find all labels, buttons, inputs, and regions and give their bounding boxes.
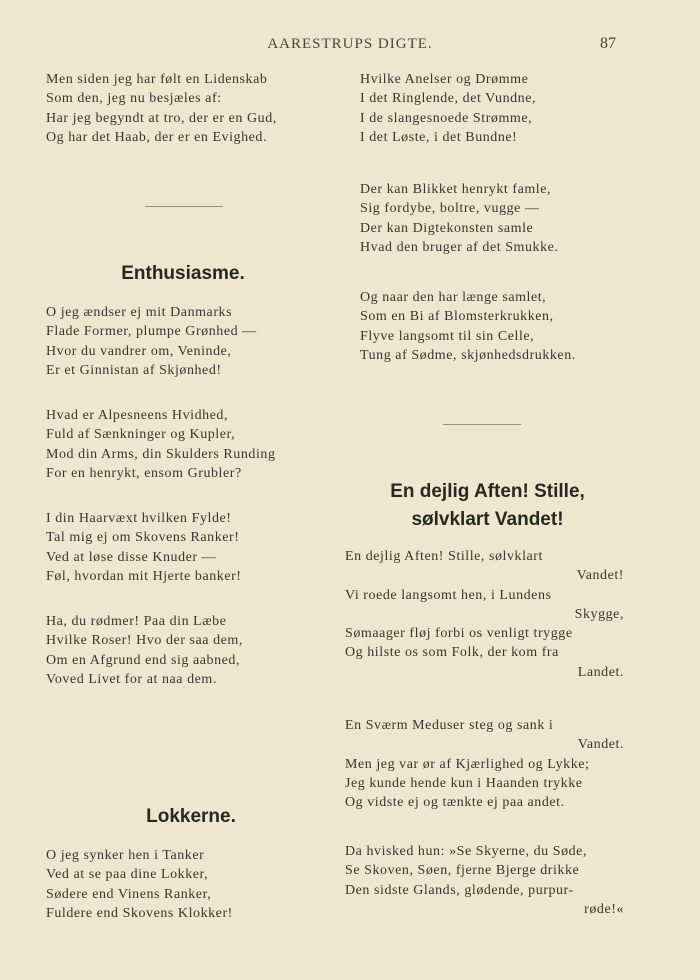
page-number: 87 [600,35,616,52]
verse-line: Se Skoven, Søen, fjerne Bjerge drikke [345,863,580,879]
verse-line: Og vidste ej og tænkte ej paa andet. [345,795,565,811]
stanza [360,288,630,365]
poem-title-enthusiasme: Enthusiasme. [121,263,245,284]
stanza [345,716,630,812]
verse-line: I det Ringlende, det Vundne, [360,91,537,107]
verse-line: Men siden jeg har følt en Lidenskab [46,72,268,87]
poem-title-line: En dejlig Aften! Stille, [390,481,585,502]
stanza-continued [46,70,336,147]
verse-line: Men jeg var ør af Kjærlighed og Lykke; [345,756,590,772]
stanza [360,180,630,257]
stanza [46,509,336,586]
verse-line: I de slangesnoede Strømme, [360,110,533,126]
divider [145,206,223,207]
verse-line: Vi roede langsomt hen, i Lundens [345,587,552,603]
poem-title-line: sølvklart Vandet! [411,509,564,530]
verse-line: Ved at løse disse Knuder — [46,549,217,565]
verse-line: Hvad den bruger af det Smukke. [360,239,559,255]
verse-line: Hvilke Anelser og Drømme [360,72,529,87]
verse-line: Som en Bi af Blomsterkrukken, [360,309,554,325]
poem-title-en-dejlig-aften [345,478,630,534]
verse-line: En dejlig Aften! Stille, sølvklart [345,549,543,564]
verse-line: Hvilke Roser! Hvo der saa dem, [46,633,243,649]
verse-line: Føl, hvordan mit Hjerte banker! [46,568,242,584]
verse-line: Ha, du rødmer! Paa din Læbe [46,614,227,629]
verse-line: Om en Afgrund end sig aabned, [46,652,241,668]
verse-line: Fuld af Sænkninger og Kupler, [46,427,236,443]
verse-line: O jeg synker hen i Tanker [46,848,205,863]
divider [443,424,521,425]
verse-line: Hvor du vandrer om, Veninde, [46,343,232,359]
verse-line: Den sidste Glands, glødende, purpur- [345,882,574,898]
running-title: AARESTRUPS DIGTE. [267,36,433,52]
verse-line-carryover: Vandet! [576,568,624,584]
stanza [46,303,336,380]
verse-line: Sig fordybe, boltre, vugge — [360,201,540,217]
verse-line: Og naar den har længe samlet, [360,290,547,305]
poem-title-lokkerne: Lokkerne. [146,806,236,827]
verse-line: Er et Ginnistan af Skjønhed! [46,362,222,378]
verse-line: Tung af Sødme, skjønhedsdrukken. [360,347,576,363]
verse-line: Hvad er Alpesneens Hvidhed, [46,408,229,423]
verse-line-carryover: Landet. [577,664,624,680]
verse-line: Som den, jeg nu besjæles af: [46,91,222,107]
stanza [46,612,336,689]
verse-line-carryover: Skygge, [574,606,624,622]
verse-line: Der kan Blikket henrykt famle, [360,182,552,197]
verse-line: Jeg kunde hende kun i Haanden trykke [345,775,583,791]
verse-line: Sømaager fløj forbi os venligt trygge [345,626,573,642]
verse-line: Fuldere end Skovens Klokker! [46,905,233,921]
verse-line: Og har det Haab, der er en Evighed. [46,129,267,145]
verse-line-carryover: Vandet. [577,737,624,753]
verse-line: Voved Livet for at naa dem. [46,671,217,687]
stanza [345,842,630,919]
verse-line: Sødere end Vinens Ranker, [46,886,212,902]
verse-line: O jeg ændser ej mit Danmarks [46,305,233,320]
verse-line: Ved at se paa dine Lokker, [46,867,209,883]
verse-line: Flyve langsomt til sin Celle, [360,328,535,344]
verse-line: Der kan Digtekonsten samle [360,220,534,236]
verse-line: Har jeg begyndt at tro, der er en Gud, [46,110,277,126]
verse-line: I det Løste, i det Bundne! [360,129,518,145]
verse-line: Og hilste os som Folk, der kom fra [345,645,559,661]
stanza [46,846,336,923]
verse-line: Tal mig ej om Skovens Ranker! [46,530,240,546]
verse-line: I din Haarvæxt hvilken Fylde! [46,511,232,526]
verse-line-carryover: røde!« [584,901,624,917]
verse-line: Mod din Arms, din Skulders Runding [46,446,276,462]
verse-line: En Sværm Meduser steg og sank i [345,718,554,733]
verse-line: Da hvisked hun: »Se Skyerne, du Søde, [345,844,587,859]
verse-line: For en henrykt, ensom Grubler? [46,465,242,481]
verse-line: Flade Former, plumpe Grønhed — [46,324,257,340]
stanza [360,70,630,147]
stanza [46,406,336,483]
stanza [345,547,630,682]
